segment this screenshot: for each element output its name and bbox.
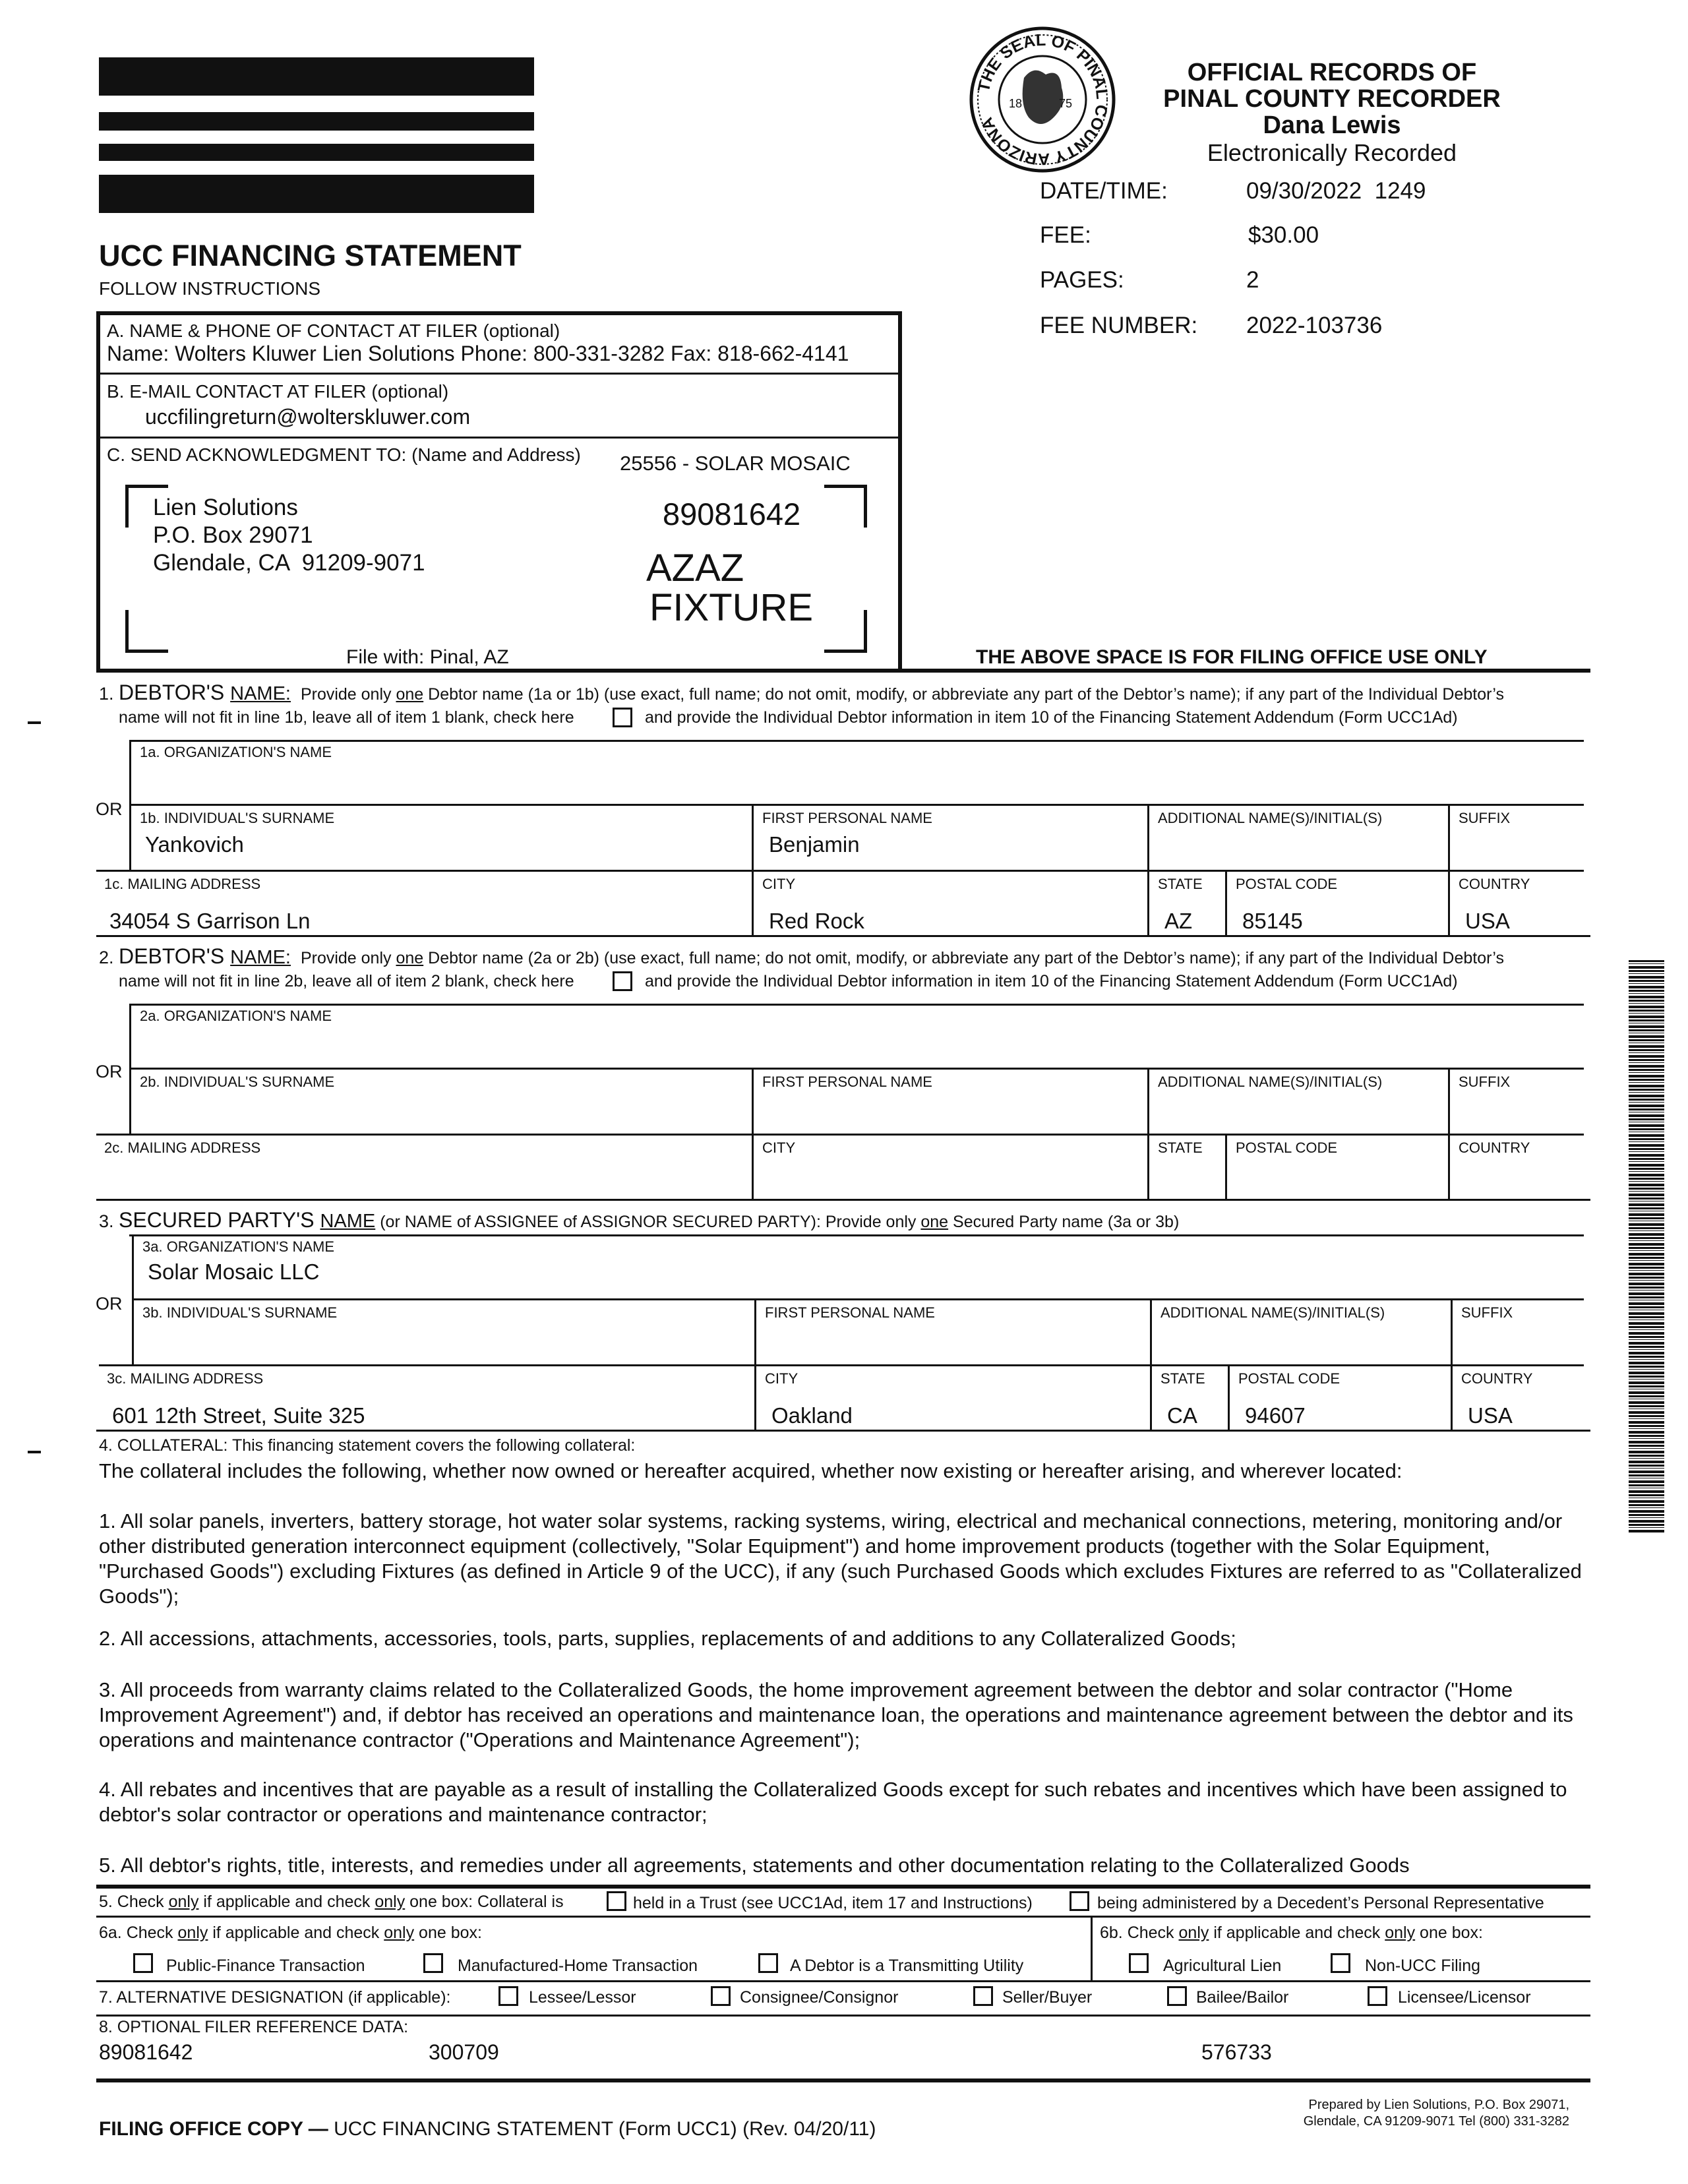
public-finance-checkbox[interactable]	[133, 1953, 153, 1973]
pages-label: PAGES:	[1040, 267, 1124, 293]
debtor1-surname: Yankovich	[145, 832, 244, 857]
non-ucc-option: Non-UCC Filing	[1365, 1957, 1481, 1975]
debtor2-instructions-line2: name will not fit in line 2b, leave all of item 2 blank, check here	[119, 972, 574, 990]
recorder-line4: Electronically Recorded	[1207, 139, 1457, 166]
secured-mail: 601 12th Street, Suite 325	[112, 1403, 365, 1428]
decedent-option: being administered by a Decedent’s Personal Representative	[1097, 1894, 1544, 1912]
debtor2-additional-label: ADDITIONAL NAME(S)/INITIAL(S)	[1158, 1074, 1383, 1090]
item7-label: 7. ALTERNATIVE DESIGNATION (if applicable):	[99, 1988, 451, 2007]
debtor1-or: OR	[96, 799, 123, 819]
fee-label: FEE:	[1040, 222, 1091, 248]
secured-city-label: CITY	[765, 1370, 799, 1387]
collateral-label: 4. COLLATERAL: This financing statement covers the following collateral:	[99, 1436, 636, 1455]
footer-prepared-line2: Glendale, CA 91209-9071 Tel (800) 331-3282	[1303, 2114, 1569, 2129]
debtor2-state-label: STATE	[1158, 1139, 1203, 1156]
address-bracket-bl	[125, 610, 168, 653]
margin-tick	[28, 721, 41, 724]
secured-additional-label: ADDITIONAL NAME(S)/INITIAL(S)	[1160, 1304, 1385, 1321]
redaction-bar	[99, 144, 534, 161]
debtor1-org-label: 1a. ORGANIZATION'S NAME	[140, 744, 332, 760]
recorder-line1: OFFICIAL RECORDS OF	[1187, 59, 1477, 86]
fee-number-label: FEE NUMBER:	[1040, 313, 1198, 338]
ack-ref-number: 89081642	[663, 497, 801, 531]
debtor1-first-label: FIRST PERSONAL NAME	[762, 810, 932, 826]
pages-value: 2	[1246, 267, 1259, 293]
datetime-label: DATE/TIME:	[1040, 178, 1168, 204]
county-seal	[968, 25, 1117, 174]
debtor1-country-label: COUNTRY	[1459, 876, 1530, 892]
email-value: uccfilingreturn@wolterskluwer.com	[145, 405, 471, 429]
debtor2-suffix-label: SUFFIX	[1459, 1074, 1511, 1090]
item8-label: 8. OPTIONAL FILER REFERENCE DATA:	[99, 2018, 409, 2036]
debtor2-checkbox[interactable]	[613, 971, 632, 991]
manufactured-home-option: Manufactured-Home Transaction	[458, 1957, 698, 1975]
non-ucc-checkbox[interactable]	[1331, 1953, 1350, 1973]
licensee-option: Licensee/Licensor	[1398, 1988, 1531, 2007]
debtor1-postal-label: POSTAL CODE	[1236, 876, 1338, 892]
side-barcode	[1629, 960, 1664, 1534]
debtor1-instructions-line2: name will not fit in line 1b, leave all of item 1 blank, check here	[119, 708, 574, 727]
item6a-text: 6a. Check only if applicable and check only one box:	[99, 1924, 482, 1942]
fee-value: $30.00	[1248, 222, 1319, 248]
filer-ref-2: 300709	[429, 2040, 499, 2064]
debtor1-state: AZ	[1164, 909, 1193, 933]
collateral-item-4: 4. All rebates and incentives that are payable as a result of installing the Collateralized Goods except for such rebates and incentives which have been assigned to debtor's solar contractor or operations and maintenance contractor;	[99, 1778, 1567, 1826]
secured-postal: 94607	[1245, 1403, 1306, 1428]
seal-year-left: 18	[1009, 97, 1023, 110]
collateral-item-1: 1. All solar panels, inverters, battery storage, hot water solar systems, racking systems, wiring, electrical and mechanical connections, metering, monitoring and/or other distributed generation interconnect equipment (collectively, "Solar Equipment") and home improvement products (together with the Solar Equipment, "Purchased Goods") excluding Fixtures (as defined in Article 9 of the UCC), if any (such Purchased Goods which excludes Fixtures are referred to as "Collateralized Goods");	[99, 1509, 1582, 1608]
debtor2-or: OR	[96, 1062, 123, 1081]
contact-value: Name: Wolters Kluwer Lien Solutions Phone: 800-331-3282 Fax: 818-662-4141	[107, 342, 849, 365]
debtor1-mail-label: 1c. MAILING ADDRESS	[104, 876, 261, 892]
debtor2-first-label: FIRST PERSONAL NAME	[762, 1074, 932, 1090]
footer-prepared-by	[1240, 2097, 1569, 2130]
ack-ref-fixture: FIXTURE	[649, 586, 814, 629]
debtor2-surname-label: 2b. INDIVIDUAL'S SURNAME	[140, 1074, 335, 1090]
agricultural-lien-checkbox[interactable]	[1129, 1953, 1149, 1973]
debtor1-instructions-line2b: and provide the Individual Debtor information in item 10 of the Financing Statement Addendum (Form UCC1Ad)	[645, 708, 1458, 727]
ack-address-line1: Lien Solutions	[153, 495, 298, 520]
debtor1-city: Red Rock	[769, 909, 864, 933]
agricultural-lien-option: Agricultural Lien	[1163, 1957, 1282, 1975]
secured-surname-label: 3b. INDIVIDUAL'S SURNAME	[142, 1304, 338, 1321]
consignee-option: Consignee/Consignor	[740, 1988, 899, 2007]
debtor2-mail-label: 2c. MAILING ADDRESS	[104, 1139, 261, 1156]
secured-org: Solar Mosaic LLC	[148, 1259, 320, 1284]
ack-code: 25556 - SOLAR MOSAIC	[620, 452, 851, 475]
debtor2-org-label: 2a. ORGANIZATION'S NAME	[140, 1008, 332, 1024]
debtor2-heading: 2. DEBTOR'S NAME: Provide only one Debtor name (2a or 2b) (use exact, full name; do not omit, modify, or abbreviate any part of the Debtor’s name); if any part of the Individual Debtor’s	[99, 944, 1504, 968]
redaction-bar	[99, 57, 534, 96]
secured-postal-label: POSTAL CODE	[1238, 1370, 1341, 1387]
ack-ref-azaz: AZAZ	[646, 547, 744, 590]
redaction-bar	[99, 112, 534, 131]
secured-city: Oakland	[771, 1403, 853, 1428]
secured-mail-label: 3c. MAILING ADDRESS	[107, 1370, 264, 1387]
secured-state-label: STATE	[1160, 1370, 1205, 1387]
secured-heading: 3. SECURED PARTY'S NAME (or NAME of ASSIGNEE of ASSIGNOR SECURED PARTY): Provide only one Secured Party name (3a or 3b)	[99, 1208, 1180, 1232]
seller-checkbox[interactable]	[973, 1986, 993, 2006]
debtor2-city-label: CITY	[762, 1139, 796, 1156]
decedent-checkbox[interactable]	[1070, 1891, 1089, 1911]
address-bracket-br	[824, 610, 867, 653]
footer-form-name: FILING OFFICE COPY — UCC FINANCING STATEMENT (Form UCC1) (Rev. 04/20/11)	[99, 2118, 876, 2140]
item6b-text: 6b. Check only if applicable and check only one box:	[1100, 1924, 1483, 1942]
secured-state: CA	[1167, 1403, 1197, 1428]
collateral-item-5: 5. All debtor's rights, title, interests, and remedies under all agreements, statements and other documentation relating to the Collateralized Goods	[99, 1854, 1410, 1877]
lessee-option: Lessee/Lessor	[529, 1988, 636, 2007]
debtor2-postal-label: POSTAL CODE	[1236, 1139, 1338, 1156]
debtor1-heading: 1. DEBTOR'S NAME: Provide only one Debtor name (1a or 1b) (use exact, full name; do not omit, modify, or abbreviate any part of the Debtor’s name); if any part of the Individual Debtor’s	[99, 681, 1504, 704]
item5-text: 5. Check only if applicable and check only one box: Collateral is	[99, 1893, 564, 1911]
datetime-value: 09/30/2022 1249	[1246, 178, 1426, 204]
licensee-checkbox[interactable]	[1368, 1986, 1387, 2006]
ack-address-line2: P.O. Box 29071	[153, 522, 313, 548]
secured-org-label: 3a. ORGANIZATION'S NAME	[142, 1238, 335, 1255]
debtor2-instructions-line2b: and provide the Individual Debtor information in item 10 of the Financing Statement Addendum (Form UCC1Ad)	[645, 972, 1458, 990]
contact-label: A. NAME & PHONE OF CONTACT AT FILER (optional)	[107, 320, 560, 341]
debtor1-country: USA	[1465, 909, 1510, 933]
seller-option: Seller/Buyer	[1002, 1988, 1093, 2007]
transmitting-utility-option: A Debtor is a Transmitting Utility	[790, 1957, 1024, 1975]
recorder-line2: PINAL COUNTY RECORDER	[1163, 85, 1501, 113]
public-finance-option: Public-Finance Transaction	[166, 1957, 365, 1975]
debtor1-first: Benjamin	[769, 832, 860, 857]
fee-number-value: 2022-103736	[1246, 313, 1383, 338]
debtor2-country-label: COUNTRY	[1459, 1139, 1530, 1156]
bailee-option: Bailee/Bailor	[1196, 1988, 1289, 2007]
debtor1-mail: 34054 S Garrison Ln	[109, 909, 311, 933]
seal-text: THE SEAL OF PINAL COUNTY ARIZONA	[974, 30, 1112, 169]
debtor1-postal: 85145	[1242, 909, 1303, 933]
secured-suffix-label: SUFFIX	[1461, 1304, 1513, 1321]
email-label: B. E-MAIL CONTACT AT FILER (optional)	[107, 381, 449, 402]
collateral-item-2: 2. All accessions, attachments, accessories, tools, parts, supplies, replacements of and additions to any Collateralized Goods;	[99, 1627, 1236, 1650]
margin-tick	[28, 1451, 41, 1453]
footer-prepared-line1: Prepared by Lien Solutions, P.O. Box 29071,	[1308, 2098, 1569, 2112]
trust-checkbox[interactable]	[607, 1891, 626, 1911]
secured-country: USA	[1468, 1403, 1513, 1428]
debtor1-additional-label: ADDITIONAL NAME(S)/INITIAL(S)	[1158, 810, 1383, 826]
form-title: UCC FINANCING STATEMENT	[99, 239, 522, 272]
recorder-line3: Dana Lewis	[1263, 111, 1401, 139]
filing-office-note: THE ABOVE SPACE IS FOR FILING OFFICE USE ONLY	[976, 646, 1488, 668]
recorder-block	[1134, 59, 1530, 167]
collateral-intro: The collateral includes the following, whether now owned or hereafter acquired, whether now existing or hereafter arising, and wherever located:	[99, 1459, 1402, 1482]
trust-option: held in a Trust (see UCC1Ad, item 17 and Instructions)	[633, 1894, 1033, 1912]
file-with: File with: Pinal, AZ	[346, 646, 509, 668]
filer-ref-3: 576733	[1201, 2040, 1272, 2064]
address-bracket-tr	[824, 485, 867, 528]
seal-year-right: 75	[1059, 97, 1073, 110]
secured-first-label: FIRST PERSONAL NAME	[765, 1304, 935, 1321]
debtor1-state-label: STATE	[1158, 876, 1203, 892]
consignee-checkbox[interactable]	[711, 1986, 731, 2006]
manufactured-home-checkbox[interactable]	[423, 1953, 443, 1973]
lessee-checkbox[interactable]	[498, 1986, 518, 2006]
ack-label: C. SEND ACKNOWLEDGMENT TO: (Name and Address)	[107, 444, 581, 465]
transmitting-utility-checkbox[interactable]	[758, 1953, 778, 1973]
secured-or: OR	[96, 1294, 123, 1314]
ack-address-line3: Glendale, CA 91209-9071	[153, 550, 425, 576]
secured-country-label: COUNTRY	[1461, 1370, 1533, 1387]
redaction-bar	[99, 175, 534, 213]
debtor1-checkbox[interactable]	[613, 708, 632, 727]
bailee-checkbox[interactable]	[1167, 1986, 1187, 2006]
follow-instructions: FOLLOW INSTRUCTIONS	[99, 278, 321, 299]
debtor1-city-label: CITY	[762, 876, 796, 892]
debtor1-suffix-label: SUFFIX	[1459, 810, 1511, 826]
collateral-item-3: 3. All proceeds from warranty claims related to the Collateralized Goods, the home improvement agreement between the debtor and solar contractor ("Home Improvement Agreement") and, if debtor has received an operations and maintenance loan, the operations and maintenance agreement between the debtor and its operations and maintenance contractor ("Operations and Maintenance Agreement");	[99, 1678, 1573, 1751]
filer-ref-1: 89081642	[99, 2040, 193, 2064]
debtor1-surname-label: 1b. INDIVIDUAL'S SURNAME	[140, 810, 335, 826]
